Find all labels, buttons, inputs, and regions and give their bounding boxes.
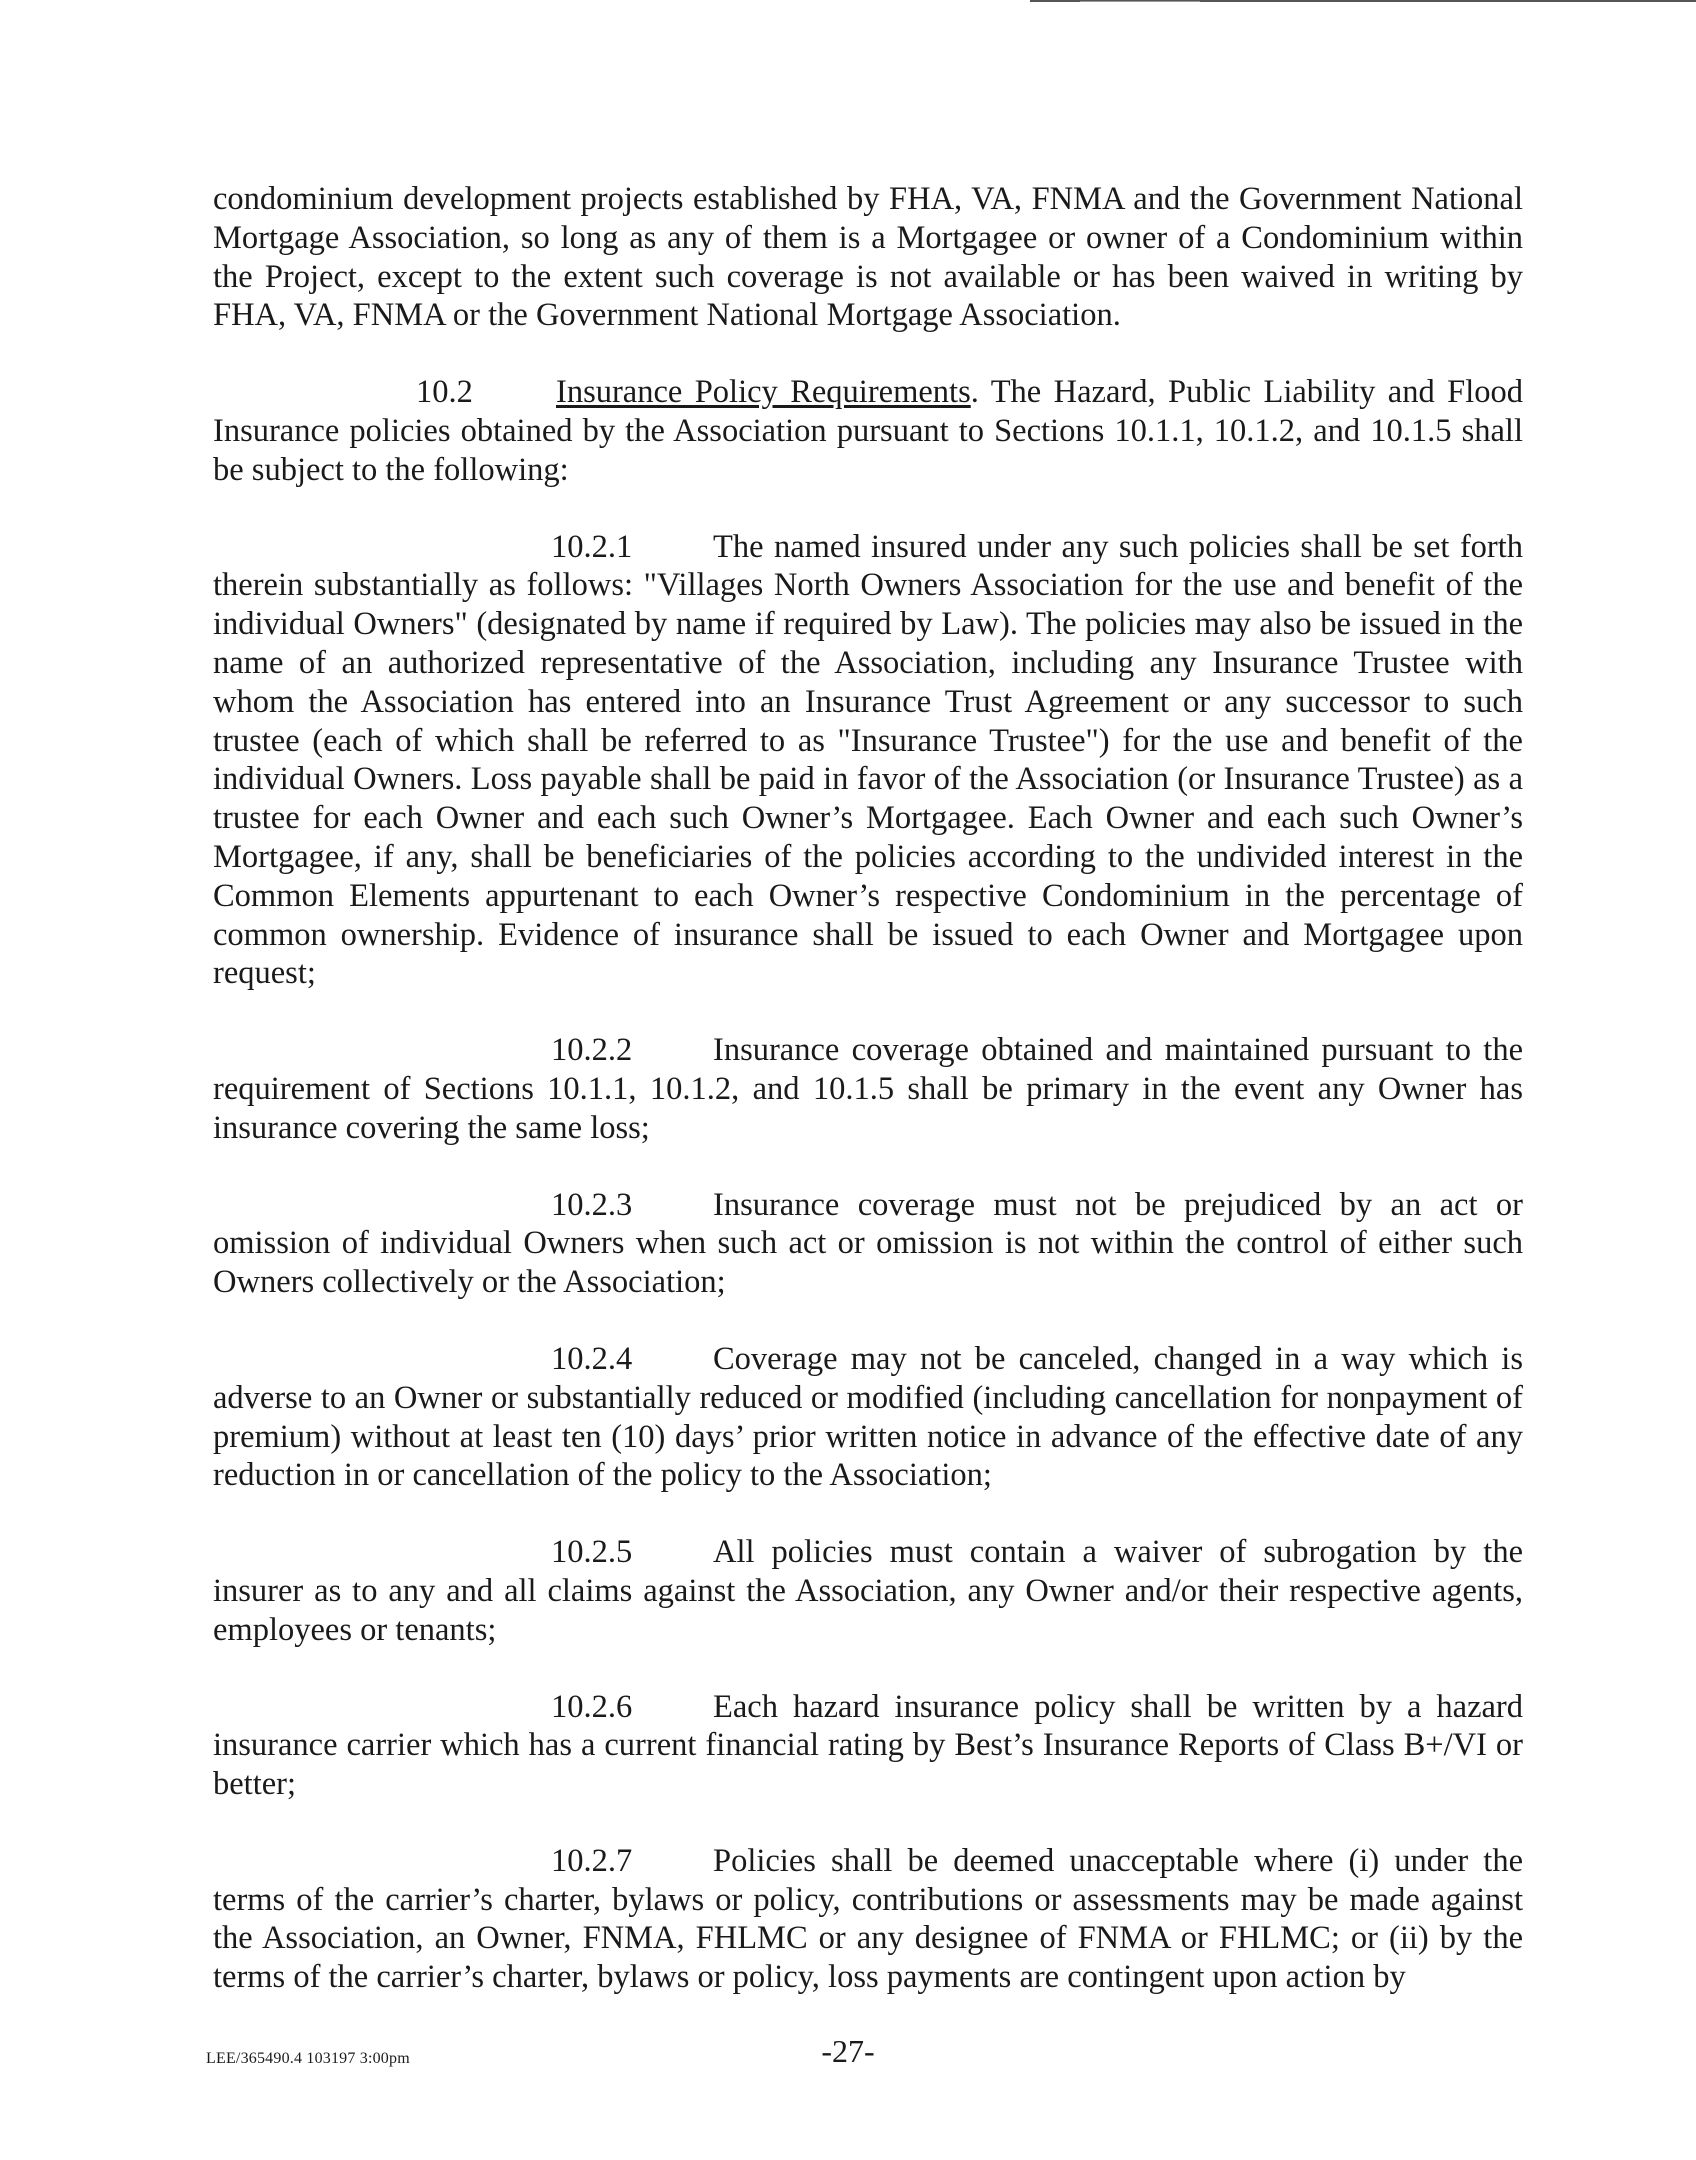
subsection-10-2-6 bbox=[213, 1688, 1523, 1804]
subsection-number: 10.2.5 bbox=[551, 1534, 633, 1571]
paragraph-gap bbox=[213, 1650, 1523, 1688]
subsection-10-2-5 bbox=[213, 1533, 1523, 1649]
subsection-text: Insurance coverage obtained and maintained pursuant to the requirement of Sections 10.1.1, 10.1.2, and 10.1.5 shall be primary in the event any Owner has insurance covering the same loss; bbox=[213, 1032, 1523, 1146]
section-heading: Insurance Policy Requirements bbox=[556, 374, 971, 411]
section-number: 10.2 bbox=[416, 374, 473, 411]
section-heading-punct: . bbox=[970, 374, 979, 411]
subsection-number: 10.2.7 bbox=[551, 1842, 633, 1879]
subsection-10-2-4 bbox=[213, 1340, 1523, 1495]
paragraph-gap bbox=[213, 993, 1523, 1031]
top-scan-rule-faint bbox=[1080, 1, 1200, 2]
subsection-text: Policies shall be deemed unacceptable where (i) under the terms of the carrier’s charter, bylaws or policy, contributions or assessments may be made against the Association, an Owner, FNMA, FHLMC or any designee of FNMA or FHLMC; or (ii) by the terms of the carrier’s charter, bylaws or policy, loss payments are contingent upon action by bbox=[213, 1842, 1523, 1996]
subsection-number: 10.2.6 bbox=[551, 1688, 633, 1725]
paragraph-gap bbox=[213, 490, 1523, 528]
subsection-text: Each hazard insurance policy shall be written by a hazard insurance carrier which has a current financial rating by Best’s Insurance Reports of Class B+/VI or better; bbox=[213, 1688, 1523, 1803]
section-text: The Hazard, Public Liability and Flood Insurance policies obtained by the Association pursuant to Sections 10.1.1, 10.1.2, and 10.1.5 shall be subject to the following: bbox=[213, 374, 1524, 488]
paragraph-gap bbox=[213, 335, 1523, 373]
subsection-text: All policies must contain a waiver of subrogation by the insurer as to any and all claims against the Association, any Owner and/or their respective agents, employees or tenants; bbox=[213, 1534, 1523, 1648]
subsection-text: Coverage may not be canceled, changed in a way which is adverse to an Owner or substantially reduced or modified (including cancellation for nonpayment of premium) without at least ten (10) days’ prior written notice in advance of the effective date of any reduction in or cancellation of the policy to the Association; bbox=[213, 1340, 1523, 1494]
subsection-number: 10.2.2 bbox=[551, 1032, 633, 1069]
subsection-10-2-3 bbox=[213, 1186, 1523, 1302]
footer-page-number: -27- bbox=[821, 2033, 875, 2069]
paragraph-gap bbox=[213, 1495, 1523, 1533]
subsection-number: 10.2.4 bbox=[551, 1340, 633, 1377]
paragraph-gap bbox=[213, 1148, 1523, 1186]
paragraph-gap bbox=[213, 1302, 1523, 1340]
footer-document-id: LEE/365490.4 103197 3:00pm bbox=[206, 2050, 410, 2067]
subsection-10-2-1 bbox=[213, 528, 1523, 994]
subsection-10-2-7 bbox=[213, 1842, 1523, 1997]
section-10-2-paragraph bbox=[213, 373, 1523, 489]
subsection-text: Insurance coverage must not be prejudiced by an act or omission of individual Owners when such act or omission is not within the control of either such Owners collectively or the Association; bbox=[213, 1186, 1523, 1301]
paragraph-gap bbox=[213, 1804, 1523, 1842]
continuation-paragraph: condominium development projects established by FHA, VA, FNMA and the Government National Mortgage Association, so long as any of them is a Mortgagee or owner of a Condominium within the Project, except to the extent such coverage is not available or has been waived in writing by FHA, VA, FNMA or the Government National Mortgage Association. bbox=[213, 181, 1523, 334]
subsection-number: 10.2.3 bbox=[551, 1186, 633, 1223]
subsection-10-2-2 bbox=[213, 1031, 1523, 1147]
subsection-number: 10.2.1 bbox=[551, 528, 633, 565]
subsection-text: The named insured under any such policies shall be set forth therein substantially as follows: "Villages North Owners Association for the use and benefit of the individual Owners" (designated by name if required by Law). The policies may also be issued in the name of an authorized representative of the Association, including any Insurance Trustee with whom the Association has entered into an Insurance Trust Agreement or any successor to such trustee (each of which shall be referred to as "Insurance Trustee") for the use and benefit of the individual Owners. Loss payable shall be paid in favor of the Association (or Insurance Trustee) as a trustee for each Owner and each such Owner’s Mortgagee. Each Owner and each such Owner’s Mortgagee, if any, shall be beneficiaries of the policies according to the undivided interest in the Common Elements appurtenant to each Owner’s respective Condominium in the percentage of common ownership. Evidence of insurance shall be issued to each Owner and Mortgagee upon request; bbox=[213, 528, 1523, 992]
document-body bbox=[213, 180, 1523, 1997]
